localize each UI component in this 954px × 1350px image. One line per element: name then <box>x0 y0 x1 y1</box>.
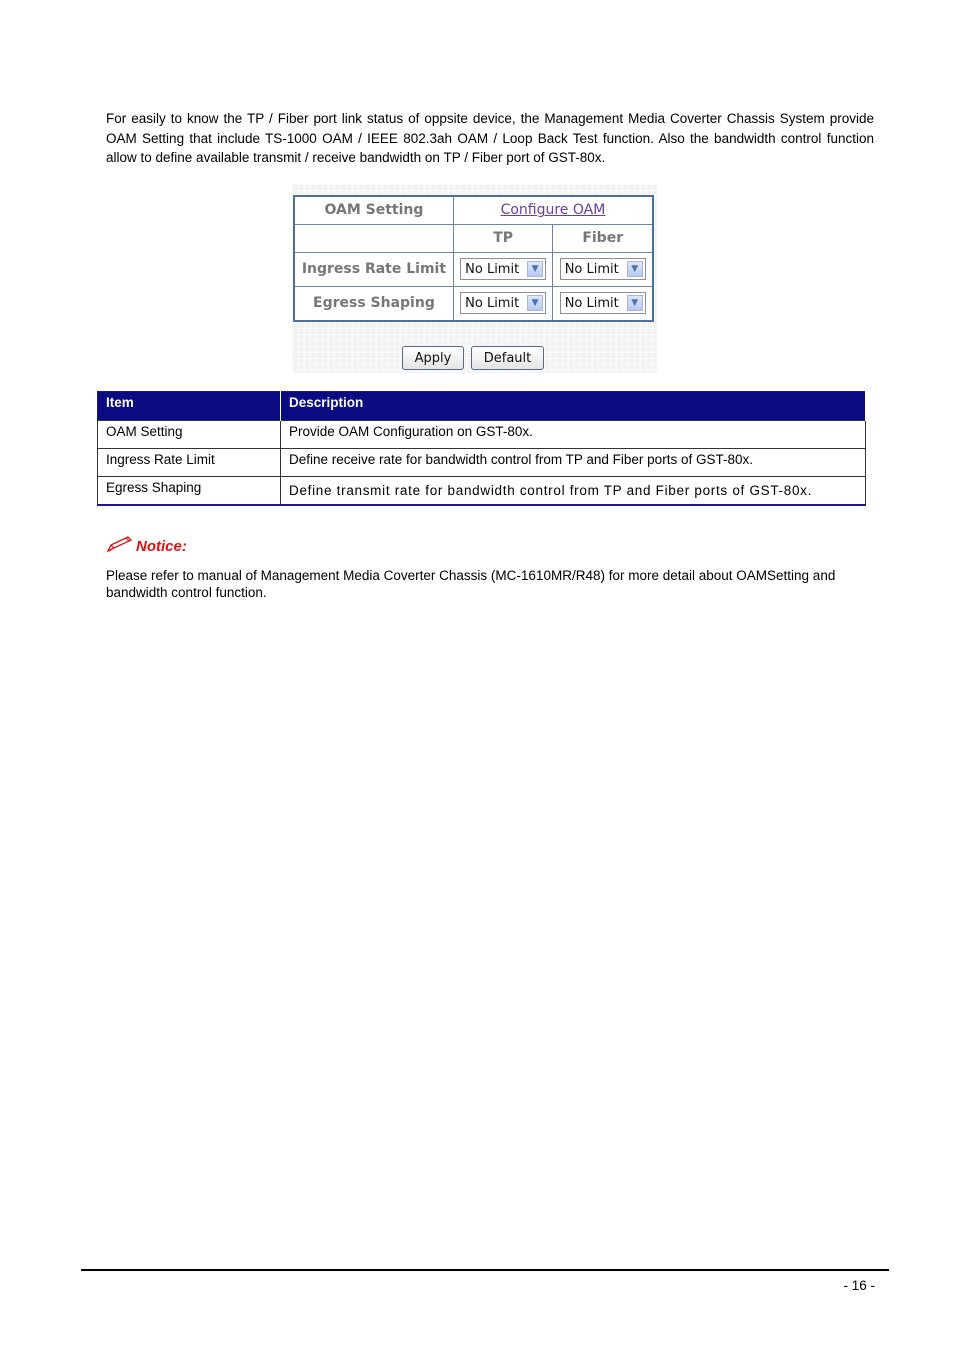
configure-oam-link[interactable]: Configure OAM <box>500 202 606 219</box>
description-cell: Define receive rate for bandwidth control from TP and Fiber ports of GST-80x. <box>281 449 866 477</box>
item-cell: Egress Shaping <box>98 477 281 506</box>
empty-header-cell <box>294 224 453 252</box>
oam-setting-label: OAM Setting <box>294 196 453 224</box>
footer-rule <box>81 1269 889 1271</box>
oam-settings-table <box>293 195 654 322</box>
notice-heading <box>106 535 187 557</box>
oam-screenshot <box>292 184 657 373</box>
configure-oam-cell <box>453 196 653 224</box>
ingress-rate-limit-label: Ingress Rate Limit <box>294 252 453 286</box>
table-row <box>98 477 866 506</box>
default-button[interactable]: Default <box>471 346 544 370</box>
item-cell: Ingress Rate Limit <box>98 449 281 477</box>
description-cell: Provide OAM Configuration on GST-80x. <box>281 421 866 449</box>
chevron-down-icon: ▼ <box>627 295 643 311</box>
egress-fiber-select[interactable] <box>560 292 646 314</box>
description-cell: Define transmit rate for bandwidth control from TP and Fiber ports of GST-80x. <box>281 477 866 506</box>
column-header-tp: TP <box>453 224 553 252</box>
ingress-fiber-value: No Limit <box>564 261 619 277</box>
pencil-icon <box>106 535 134 557</box>
egress-fiber-value: No Limit <box>564 295 619 311</box>
description-table <box>97 391 866 506</box>
header-description: Description <box>281 392 866 421</box>
table-row <box>98 421 866 449</box>
apply-button[interactable]: Apply <box>402 346 464 370</box>
chevron-down-icon: ▼ <box>527 295 543 311</box>
notice-text: Please refer to manual of Management Media Coverter Chassis (MC-1610MR/R48) for more detail about OAMSetting and bandwidth control function. <box>106 568 836 600</box>
egress-tp-select[interactable] <box>460 292 546 314</box>
ingress-tp-select[interactable] <box>460 258 546 280</box>
intro-paragraph: For easily to know the TP / Fiber port link status of oppsite device, the Management Media Coverter Chassis System provide OAM Setting that include TS-1000 OAM / IEEE 802.3ah OAM / Loop Back Test function. Also the bandwidth control function allow to define available transmit / receive bandwidth on TP / Fiber port of GST-80x. <box>106 111 874 165</box>
notice-title: Notice: <box>136 537 187 555</box>
ingress-tp-value: No Limit <box>465 261 520 277</box>
page-number: - 16 - <box>843 1278 875 1293</box>
header-item: Item <box>98 392 281 421</box>
chevron-down-icon: ▼ <box>527 261 543 277</box>
column-header-fiber: Fiber <box>553 224 653 252</box>
egress-tp-value: No Limit <box>465 295 520 311</box>
item-cell: OAM Setting <box>98 421 281 449</box>
egress-shaping-label: Egress Shaping <box>294 286 453 321</box>
table-row <box>98 449 866 477</box>
chevron-down-icon: ▼ <box>627 261 643 277</box>
ingress-fiber-select[interactable] <box>560 258 646 280</box>
